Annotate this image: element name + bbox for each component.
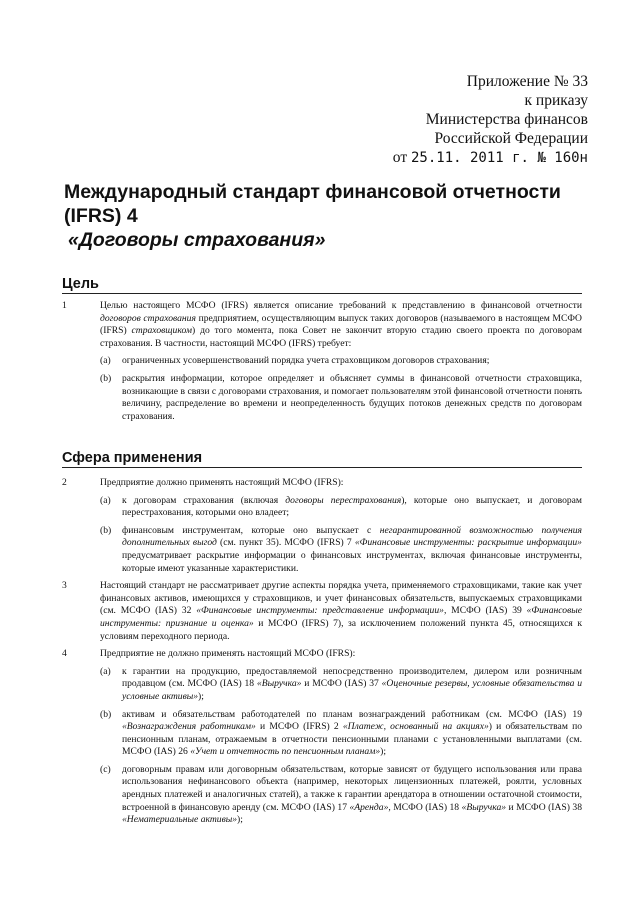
item-label: (b) xyxy=(100,708,112,720)
defined-term: договоров страхования xyxy=(100,312,196,324)
standard-title: «Вознаграждения работникам» xyxy=(122,721,256,733)
item-label: (c) xyxy=(100,763,111,775)
standard-title: «Аренда» xyxy=(349,801,389,813)
item-text: ограниченных усовершенствований порядка учета страховщиком договоров страхования; xyxy=(122,355,490,367)
paragraph-4-item-b xyxy=(62,709,582,759)
item-text: ); xyxy=(237,814,243,826)
document-title xyxy=(64,180,594,252)
appendix-line-3: Министерства финансов xyxy=(425,111,588,128)
section-goal-body xyxy=(62,300,582,428)
paragraph-4 xyxy=(62,648,582,661)
item-label: (a) xyxy=(100,665,111,677)
section-heading-scope: Сфера применения xyxy=(62,450,582,468)
standard-title: «Финансовые инструменты: признание и оценка» xyxy=(100,605,582,629)
item-text: ); xyxy=(198,690,204,702)
section-scope-body xyxy=(62,477,582,832)
appendix-line-4: Российской Федерации xyxy=(434,130,588,147)
item-text: , МСФО (IAS) 18 xyxy=(388,801,462,813)
standard-title: «Оценочные резервы, условные обязательства и условные активы» xyxy=(122,678,582,702)
paragraph-number: 3 xyxy=(62,580,67,592)
item-text: ); xyxy=(380,746,386,758)
paragraph-text: Целью настоящего МСФО (IFRS) является описание требований к представлению в финансовой отчетности xyxy=(100,300,582,311)
paragraph-text: , МСФО (IAS) 39 xyxy=(443,605,527,617)
item-text: финансовым инструментам, которые оно выпускает с xyxy=(122,524,380,536)
appendix-header xyxy=(393,72,588,168)
title-line-2: «Договоры страхования» xyxy=(68,229,326,251)
appendix-date-prefix: от xyxy=(392,149,408,166)
paragraph-4-item-a xyxy=(62,666,582,704)
paragraph-1-item-b xyxy=(62,373,582,423)
paragraph-text: Предприятие не должно применять настоящий МСФО (IFRS): xyxy=(100,648,356,660)
paragraph-1-item-a xyxy=(62,355,582,368)
item-text: активам и обязательствам работодателей по планам вознаграждений работникам (см. МСФО (IAS) 19 xyxy=(122,708,582,720)
item-text: и МСФО (IFRS) 2 xyxy=(255,721,343,733)
paragraph-number: 2 xyxy=(62,477,67,488)
item-text: раскрытия информации, которое определяет и объясняет суммы в финансовой отчетности страховщика, возникающие в связи с договорами страхования, и помогает пользователям этой финансовой отчетности понять величину, распределение во времени и неопределенность будущих потоков денежных средств по договорам страхования. xyxy=(122,372,582,422)
item-text: ) и обязательствам по пенсионным планам, отражаемым в отчетности пенсионными планами с установленными выплатами (см. МСФО (IAS) 26 xyxy=(122,721,582,758)
paragraph-text: Настоящий стандарт не рассматривает другие аспекты порядка учета, применяемого страховщиками, такие как учет финансовых активов, имеющихся у страховщиков, и учет финансовых обязательств, выпускаемых страховщиками (см. МСФО (IAS) 32 xyxy=(100,580,582,617)
paragraph-text: и МСФО (IFRS) 7), за исключением положений пункта 45, относящихся к условиям переходного периода. xyxy=(100,617,582,642)
appendix-date: 25.11. 2011 г. № 160н xyxy=(410,150,588,166)
paragraph-text: предприятием, осуществляющим выпуск таких договоров (называемого в настоящем МСФО (IFRS) xyxy=(100,312,582,337)
item-text: (см. пункт 35). МСФО (IFRS) 7 xyxy=(216,537,355,549)
defined-term: договоры перестрахования xyxy=(285,494,402,506)
paragraph-number: 1 xyxy=(62,300,67,311)
standard-title: «Нематериальные активы» xyxy=(122,814,238,826)
standard-title: «Платеж, основанный на акциях» xyxy=(342,721,489,733)
item-label: (b) xyxy=(100,372,112,384)
defined-term: страховщиком xyxy=(131,325,193,337)
paragraph-number: 4 xyxy=(62,648,67,660)
item-text: предусматривает раскрытие информации о финансовых инструментах, включая финансовые инструменты, которые имеют указанные характеристики. xyxy=(122,549,582,574)
item-label: (a) xyxy=(100,355,111,367)
paragraph-2-item-a xyxy=(62,495,582,520)
standard-title: «Финансовые инструменты: раскрытие информации» xyxy=(354,537,582,549)
standard-title: «Выручка» xyxy=(461,801,507,813)
item-text: ), которые оно выпускает, и договорам перестрахования, которыми оно владеет; xyxy=(122,494,583,519)
item-text: договорным правам или договорным обязательствам, которые зависят от будущего использования или права использования нефинансового объекта (например, некоторых лицензионных платежей, роялти, условных арендных платежей и аналогичных статей), а также к гарантии арендатора в отношении остаточной стоимости, встроенной в финансовую аренду (см. МСФО (IAS) 17 xyxy=(122,763,582,813)
item-text: к договорам страхования (включая xyxy=(122,494,286,506)
standard-title: «Учет и отчетность по пенсионным планам» xyxy=(190,746,381,758)
paragraph-3 xyxy=(62,580,582,643)
paragraph-1 xyxy=(62,300,582,350)
paragraph-2-item-b xyxy=(62,525,582,575)
section-heading-goal: Цель xyxy=(62,276,582,294)
item-text: и МСФО (IAS) 38 xyxy=(506,801,582,813)
item-label: (b) xyxy=(100,524,112,536)
paragraph-2 xyxy=(62,477,582,490)
paragraph-text: Предприятие должно применять настоящий МСФО (IFRS): xyxy=(100,477,344,488)
standard-title: «Финансовые инструменты: представление информации» xyxy=(196,605,444,617)
appendix-line-1: Приложение № 33 xyxy=(466,73,588,90)
title-line-1: Международный стандарт финансовой отчетности (IFRS) 4 xyxy=(64,181,561,227)
paragraph-text: ) до того момента, пока Совет не закончит вторую стадию своего проекта по договорам страхования. В частности, настоящий МСФО (IFRS) требует: xyxy=(100,325,582,349)
item-text: к гарантии на продукцию, предоставляемой непосредственно производителем, дилером или розничным продавцом (см. МСФО (IAS) 18 xyxy=(122,665,582,690)
standard-title: «Выручка» xyxy=(256,678,302,690)
item-text: и МСФО (IAS) 37 xyxy=(301,678,382,690)
appendix-date-line xyxy=(393,148,588,168)
paragraph-4-item-c xyxy=(62,764,582,827)
appendix-line-2: к приказу xyxy=(524,92,588,109)
item-label: (a) xyxy=(100,494,111,506)
defined-term: негарантированной возможностью получения дополнительных выгод xyxy=(122,524,582,549)
